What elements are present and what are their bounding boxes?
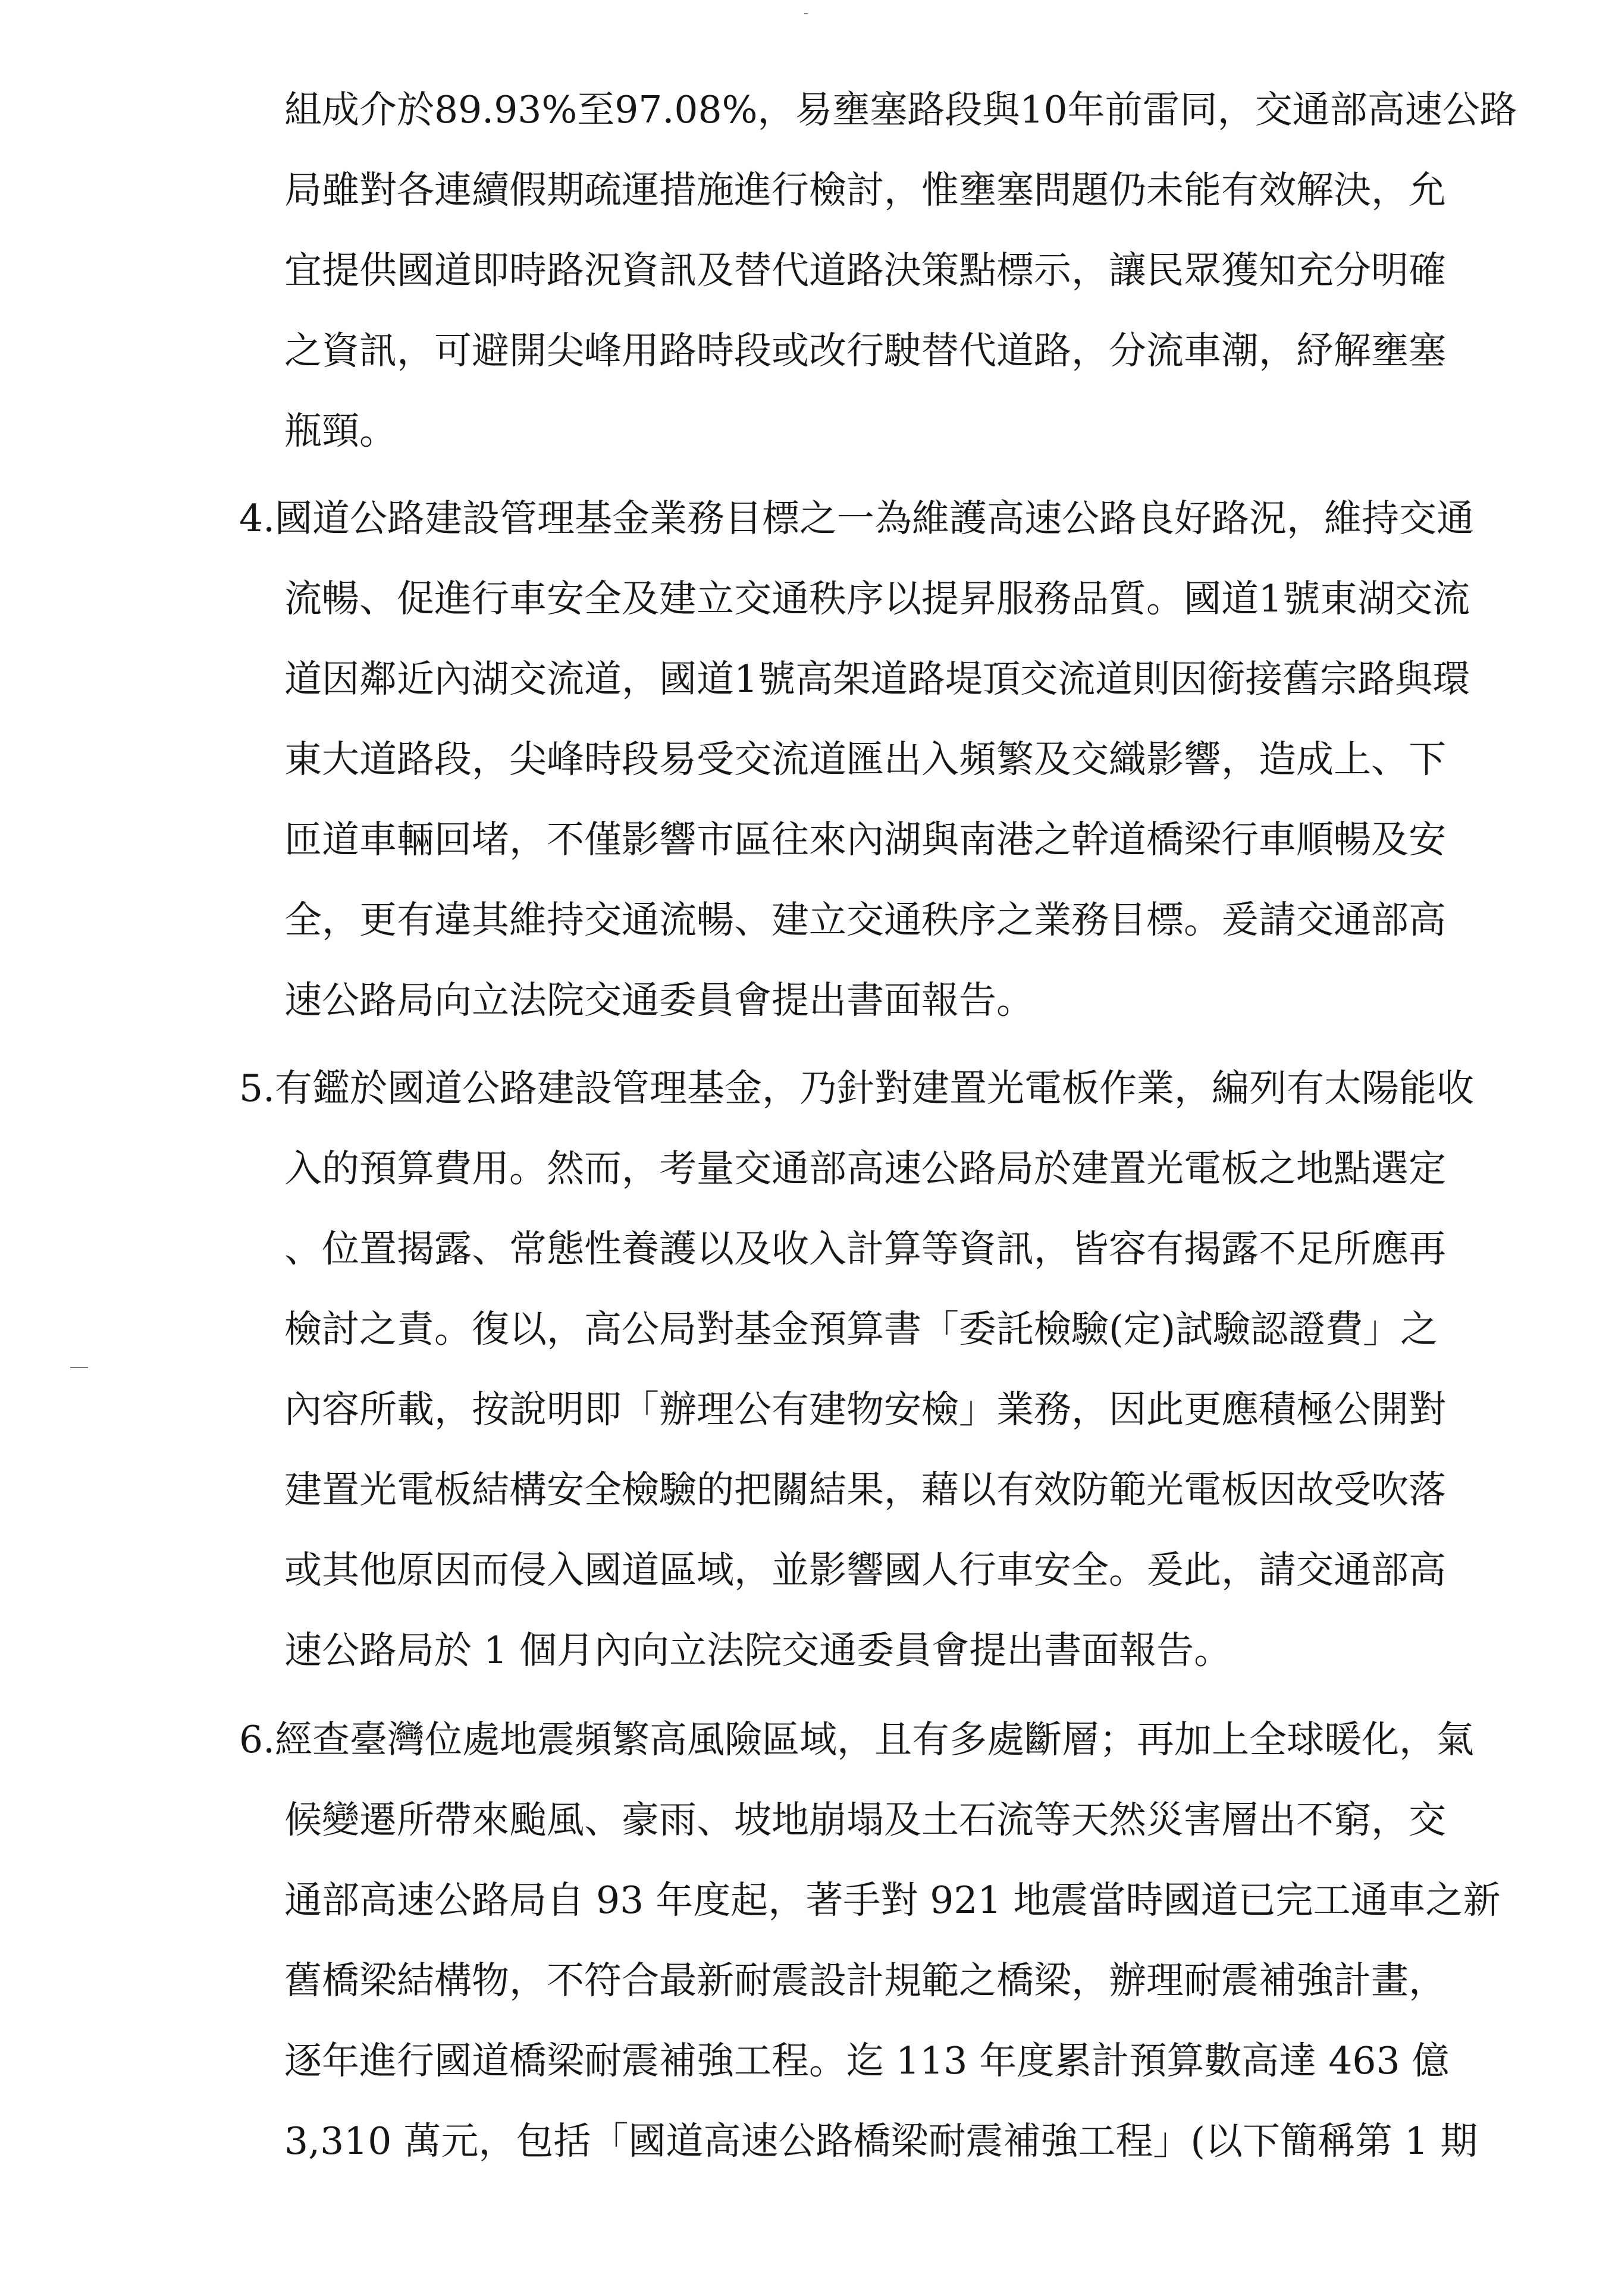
text-line: 逐年進行國道橋梁耐震補強工程。迄 113 年度累計預算數高達 463 億 [284,2039,1450,2082]
text-line: 組成介於89.93%至97.08%，易壅塞路段與10年前雷同，交通部高速公路 [284,88,1517,131]
text-line: 匝道車輛回堵，不僅影響市區往來內湖與南港之幹道橋梁行車順暢及安 [284,818,1446,861]
text-line: 國道公路建設管理基金業務目標之一為維護高速公路良好路況，維持交通 [275,497,1474,540]
text-line: 有鑑於國道公路建設管理基金，乃針對建置光電板作業，編列有太陽能收 [275,1067,1474,1110]
text-line: 候變遷所帶來颱風、豪雨、坡地崩塌及土石流等天然災害層出不窮，交 [284,1798,1446,1842]
scan-speck-top [804,13,808,14]
text-line: 檢討之責。復以，高公局對基金預算書「委託檢驗(定)試驗認證費」之 [284,1307,1438,1351]
text-line: 通部高速公路局自 93 年度起，著手對 921 地震當時國道已完工通車之新 [284,1878,1501,1922]
text-line: 局雖對各連續假期疏運措施進行檢討，惟壅塞問題仍未能有效解決，允 [284,168,1446,212]
scan-speck-left [70,1367,88,1368]
text-line: 速公路局向立法院交通委員會提出書面報告。 [284,978,1034,1022]
text-line: 宜提供國道即時路況資訊及替代道路決策點標示，讓民眾獲知充分明確 [284,249,1446,292]
text-line: 入的預算費用。然而，考量交通部高速公路局於建置光電板之地點選定 [284,1147,1446,1190]
text-line: 經查臺灣位處地震頻繁高風險區域，且有多處斷層；再加上全球暖化，氣 [275,1718,1474,1761]
text-line: 速公路局於 1 個月內向立法院交通委員會提出書面報告。 [284,1629,1232,1672]
text-line: 之資訊，可避開尖峰用路時段或改行駛替代道路，分流車潮，紓解壅塞 [284,329,1446,372]
item-number: 5. [239,1067,275,1110]
text-line: 瓶頸。 [284,409,397,453]
text-line: 、位置揭露、常態性養護以及收入計算等資訊，皆容有揭露不足所應再 [284,1227,1446,1271]
text-line: 建置光電板結構安全檢驗的把關結果，藉以有效防範光電板因故受吹落 [284,1468,1446,1511]
text-line: 或其他原因而侵入國道區域，並影響國人行車安全。爰此，請交通部高 [284,1548,1446,1592]
text-line: 道因鄰近內湖交流道，國道1號高架道路堤頂交流道則因銜接舊宗路與環 [284,657,1470,701]
item-number: 4. [239,497,275,540]
text-line: 舊橋梁結構物，不符合最新耐震設計規範之橋梁，辦理耐震補強計畫， [284,1959,1446,2002]
text-line: 流暢、促進行車安全及建立交通秩序以提昇服務品質。國道1號東湖交流 [284,577,1470,620]
text-line: 3,310 萬元，包括「國道高速公路橋梁耐震補強工程」(以下簡稱第 1 期 [284,2119,1478,2163]
text-line: 全，更有違其維持交通流暢、建立交通秩序之業務目標。爰請交通部高 [284,898,1446,942]
text-line: 東大道路段，尖峰時段易受交流道匯出入頻繁及交織影響，造成上、下 [284,738,1446,781]
item-number: 6. [239,1718,275,1761]
text-line: 內容所載，按說明即「辦理公有建物安檢」業務，因此更應積極公開對 [284,1388,1446,1431]
